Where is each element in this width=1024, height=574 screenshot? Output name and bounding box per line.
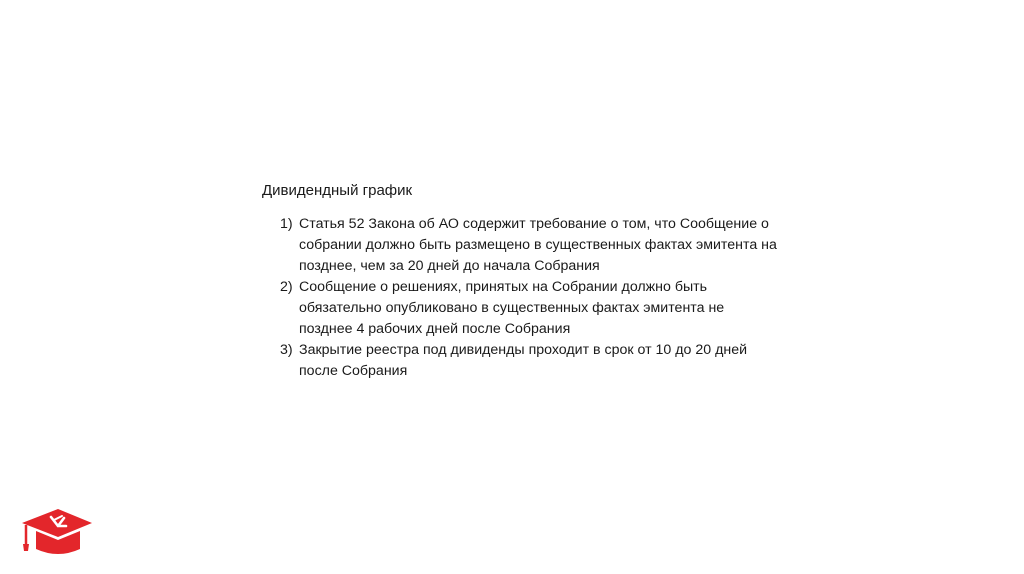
- numbered-list: [262, 214, 782, 382]
- slide-title: Дивидендный график: [262, 182, 413, 199]
- list-item-number: 1): [280, 216, 293, 232]
- list-item-line: позднее, чем за 20 дней до начала Собрания: [299, 258, 600, 274]
- slide-content: [262, 181, 782, 382]
- list-item-line: Закрытие реестра под дивиденды проходит в срок от 10 до 20 дней: [299, 342, 748, 358]
- list-item-number: 2): [280, 279, 293, 295]
- list-item-line: позднее 4 рабочих дней после Собрания: [299, 321, 571, 337]
- list-item: [262, 340, 782, 382]
- graduation-cap-icon: [14, 504, 94, 562]
- list-item-line: собрании должно быть размещено в существенных фактах эмитента на: [299, 237, 777, 253]
- list-item-line: обязательно опубликовано в существенных фактах эмитента не: [299, 300, 725, 316]
- list-item-line: Статья 52 Закона об АО содержит требование о том, что Сообщение о: [299, 216, 769, 232]
- list-item: [262, 277, 782, 340]
- list-item-line: после Собрания: [299, 363, 408, 379]
- list-item-number: 3): [280, 342, 293, 358]
- list-item-line: Сообщение о решениях, принятых на Собрании должно быть: [299, 279, 708, 295]
- list-item: [262, 214, 782, 277]
